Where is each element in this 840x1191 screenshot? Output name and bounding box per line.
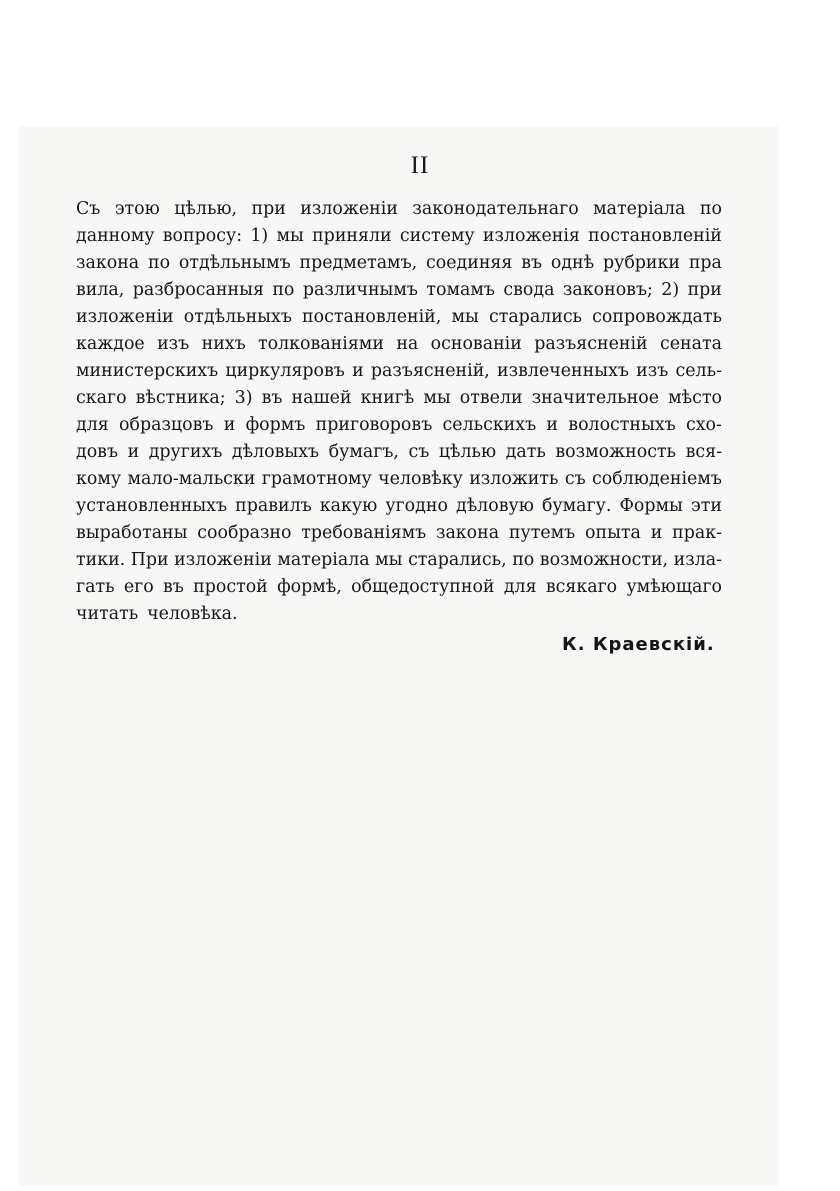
- word: каждое: [76, 334, 145, 354]
- word: законовъ;: [562, 280, 653, 300]
- word: изложить: [469, 469, 559, 489]
- word: въ: [521, 253, 543, 273]
- word: возможности,: [539, 550, 669, 570]
- word: систему: [399, 226, 475, 246]
- word: мы: [423, 388, 451, 408]
- word: изложеніи: [174, 550, 272, 570]
- word: изложеніи: [76, 307, 174, 327]
- word: приговоровъ: [315, 415, 433, 435]
- word: умѣющаго: [626, 577, 722, 597]
- word: довъ: [76, 442, 119, 462]
- word: томамъ: [426, 280, 495, 300]
- word: и: [650, 523, 663, 543]
- text-line: [76, 439, 722, 466]
- word: выработаны: [76, 523, 188, 543]
- word: по: [512, 550, 535, 570]
- word: съ: [408, 442, 430, 462]
- word: прак-: [672, 523, 722, 543]
- text-line: [76, 547, 722, 574]
- word: образцовъ: [119, 415, 214, 435]
- word: формѣ,: [277, 577, 342, 597]
- text-line: [76, 331, 722, 358]
- word: установленныхъ: [76, 496, 228, 516]
- word: значительное: [531, 388, 660, 408]
- word: правилъ: [235, 496, 312, 516]
- word: сообразно: [197, 523, 292, 543]
- text-line: [76, 601, 722, 628]
- word: отвели: [459, 388, 523, 408]
- word: сельскихъ: [442, 415, 537, 435]
- word: соблюденіемъ: [592, 469, 722, 489]
- text-line: [76, 520, 722, 547]
- word: 1): [250, 226, 269, 246]
- word: постановленій,: [302, 307, 442, 327]
- word: изла-: [673, 550, 722, 570]
- text-line: [76, 493, 722, 520]
- word: циркуляровъ: [225, 361, 345, 381]
- word: книгѣ: [360, 388, 415, 408]
- text-line: [76, 196, 722, 223]
- word: матеріала: [277, 550, 370, 570]
- word: толкованіями: [258, 334, 384, 354]
- word: человѣку: [378, 469, 463, 489]
- text-line: [76, 358, 722, 385]
- word: приняли: [312, 226, 392, 246]
- word: министерскихъ: [76, 361, 219, 381]
- word: отдѣльнымъ: [178, 253, 291, 273]
- word: какую: [319, 496, 378, 516]
- word: при: [251, 199, 286, 219]
- word: и: [546, 415, 559, 435]
- word: скаго: [76, 388, 127, 408]
- author-signature: К. Краевскій.: [562, 634, 715, 655]
- word: мы: [276, 226, 304, 246]
- word: дѣловыхъ: [231, 442, 320, 462]
- word: для: [503, 577, 537, 597]
- word: матеріала: [593, 199, 686, 219]
- word: кому: [76, 469, 122, 489]
- word: этою: [114, 199, 160, 219]
- word: требованіямъ: [301, 523, 427, 543]
- word: въ: [163, 577, 184, 597]
- word: общедоступной: [351, 577, 495, 597]
- text-line: [76, 223, 722, 250]
- word: свода: [503, 280, 555, 300]
- text-line: [76, 250, 722, 277]
- word: и: [127, 442, 140, 462]
- word: опыта: [585, 523, 641, 543]
- word: сопровождать: [592, 307, 722, 327]
- word: гать: [76, 577, 115, 597]
- word: мы: [375, 550, 403, 570]
- word: сель-: [675, 361, 722, 381]
- word: для: [76, 415, 109, 435]
- word: закона: [435, 523, 500, 543]
- word: старались: [488, 307, 583, 327]
- word: по: [147, 253, 171, 273]
- word: предметамъ,: [299, 253, 418, 273]
- word: схо-: [686, 415, 722, 435]
- word: по: [272, 280, 295, 300]
- word: съ: [564, 469, 586, 489]
- word: путемъ: [508, 523, 576, 543]
- word: грамотному: [261, 469, 372, 489]
- word: отдѣльныхъ: [183, 307, 292, 327]
- word: цѣлью: [438, 442, 497, 462]
- word: дать: [505, 442, 546, 462]
- word: волостныхъ: [568, 415, 676, 435]
- word: разъясненій,: [370, 361, 490, 381]
- word: эти: [690, 496, 722, 516]
- word: мѣсто: [668, 388, 722, 408]
- word: сената: [659, 334, 722, 354]
- word: изъ: [157, 334, 190, 354]
- preface-paragraph: [76, 196, 722, 628]
- word: его: [123, 577, 154, 597]
- word: всякаго: [545, 577, 618, 597]
- word: нашей: [291, 388, 352, 408]
- word: 3): [234, 388, 253, 408]
- word: бумагъ,: [328, 442, 399, 462]
- word: мало-мальски: [127, 469, 256, 489]
- word: при: [687, 280, 722, 300]
- word: читать: [76, 604, 139, 624]
- word: извлеченныхъ: [497, 361, 629, 381]
- word: тики.: [76, 550, 126, 570]
- word: изложенія: [482, 226, 580, 246]
- word: старались,: [408, 550, 507, 570]
- text-line: [76, 466, 722, 493]
- word: мы: [451, 307, 479, 327]
- word: Съ: [76, 199, 101, 219]
- word: нихъ: [201, 334, 246, 354]
- text-line: [76, 277, 722, 304]
- word: пра: [688, 253, 722, 273]
- word: формъ: [245, 415, 306, 435]
- word: человѣка.: [147, 604, 238, 624]
- text-line: [76, 385, 722, 412]
- word: При: [130, 550, 169, 570]
- word: разбросанныя: [132, 280, 264, 300]
- word: вся-: [685, 442, 722, 462]
- word: въ: [261, 388, 283, 408]
- word: вопросу:: [162, 226, 243, 246]
- word: изъ: [636, 361, 669, 381]
- word: 2): [661, 280, 680, 300]
- word: цѣлью,: [174, 199, 238, 219]
- word: возможность: [555, 442, 677, 462]
- word: разъясненій: [534, 334, 648, 354]
- word: вила,: [76, 280, 125, 300]
- word: по: [699, 199, 722, 219]
- word: простой: [193, 577, 268, 597]
- word: соединяя: [426, 253, 513, 273]
- word: и: [223, 415, 236, 435]
- word: различнымъ: [302, 280, 418, 300]
- word: изложеніи: [300, 199, 398, 219]
- word: угодно: [385, 496, 448, 516]
- word: вѣстника;: [135, 388, 226, 408]
- word: на: [396, 334, 419, 354]
- word: основаніи: [430, 334, 522, 354]
- word: закона: [76, 253, 140, 273]
- text-line: [76, 304, 722, 331]
- word: постановленій: [588, 226, 722, 246]
- word: Формы: [619, 496, 683, 516]
- word: однѣ: [550, 253, 595, 273]
- word: бумагу.: [541, 496, 612, 516]
- word: дѣловую: [455, 496, 534, 516]
- text-line: [76, 574, 722, 601]
- word: данному: [76, 226, 155, 246]
- page-number: II: [410, 152, 430, 179]
- word: другихъ: [148, 442, 223, 462]
- word: рубрики: [602, 253, 680, 273]
- word: и: [352, 361, 364, 381]
- word: законодательнаго: [412, 199, 579, 219]
- text-line: [76, 412, 722, 439]
